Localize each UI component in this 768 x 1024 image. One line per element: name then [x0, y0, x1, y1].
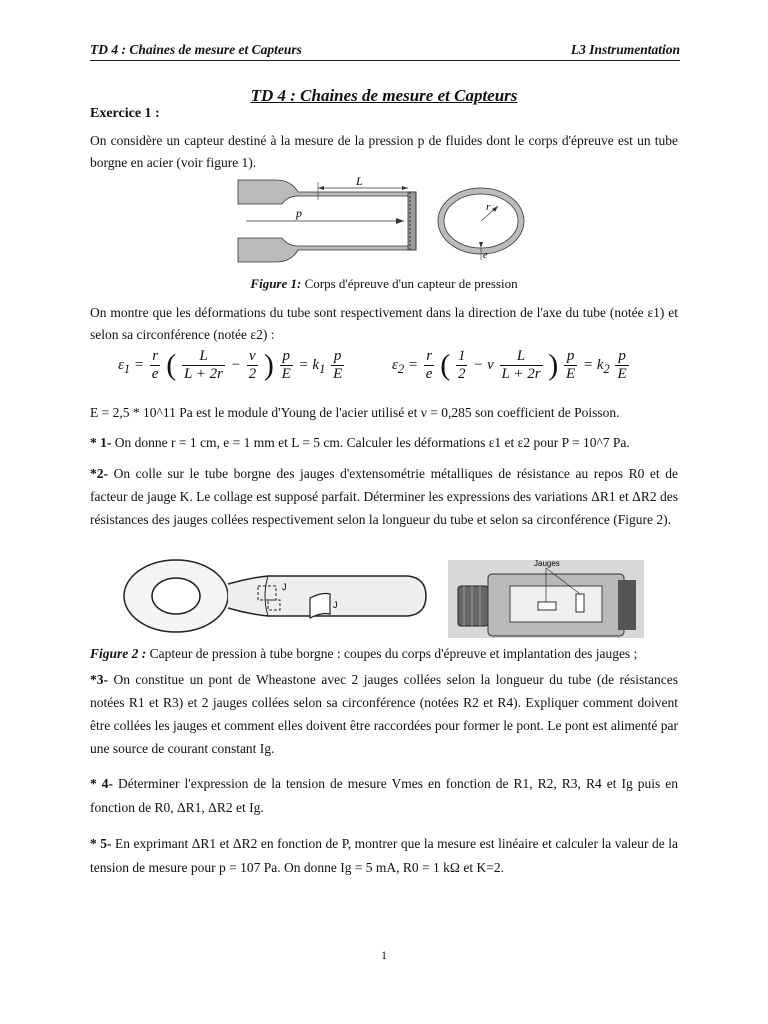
- question-2: [90, 462, 678, 531]
- question-2-number: *2-: [90, 466, 108, 481]
- question-3-number: *3-: [90, 672, 108, 687]
- deformation-paragraph: On montre que les déformations du tube sont respectivement dans la direction de l'axe du tube (notée ε1) et selon sa circonférence (notée ε2) :: [90, 305, 678, 342]
- question-5-number: * 5-: [90, 836, 112, 851]
- question-3: [90, 668, 678, 760]
- figure2-caption: [90, 646, 637, 662]
- question-3-text: On constitue un pont de Wheastone avec 2 jauges collées selon la longueur du tube (de résistances notées R1 et R3) et 2 jauges collées selon sa circonférence (notées R2 et R4). Expliquer comment doivent être collées les jauges et comment elles doivent être raccordées pour former le pont. Le pont est alimenté par une source de courant constant Ig.: [90, 672, 678, 756]
- page-header: [90, 42, 680, 61]
- figure1-label-p: p: [296, 206, 302, 220]
- figure2-sensor-images: [118, 556, 646, 640]
- exercise-label: Exercice 1 :: [90, 106, 160, 121]
- question-5: [90, 832, 678, 880]
- figure2-label-jauges: Jauges: [534, 559, 560, 568]
- figure1-caption: [0, 276, 768, 292]
- question-5-text: En exprimant ΔR1 et ΔR2 en fonction de P, montrer que la mesure est linéaire et calculer la valeur de la tension de mesure pour p = 107 Pa. On donne Ig = 5 mA, R0 = 1 kΩ et K=2.: [90, 836, 678, 875]
- figure1-label-e: e: [483, 250, 488, 261]
- question-2-text: On colle sur le tube borgne des jauges d'extensométrie métalliques de résistance au repos R0 et de facteur de jauge K. Le collage est supposé parfait. Déterminer les expressions des variations ΔR1 et ΔR2 des résistances des jauges collées respectivement selon la longueur du tube et selon sa circonférence (Figure 2).: [90, 466, 678, 527]
- question-1-number: * 1-: [90, 435, 112, 450]
- figure2-label-j2: J: [333, 600, 338, 610]
- question-4-number: * 4-: [90, 776, 114, 791]
- question-1-text: On donne r = 1 cm, e = 1 mm et L = 5 cm. Calculer les déformations ε1 et ε2 pour P = 10^7 Pa.: [114, 435, 630, 450]
- figure1-tube-diagram: [236, 176, 536, 266]
- question-1: [90, 432, 678, 454]
- header-level: L3 Instrumentation: [570, 42, 680, 57]
- page-number: 1: [381, 948, 387, 962]
- header-course-title: TD 4 : Chaines de mesure et Capteurs: [90, 42, 302, 57]
- question-4-text: Déterminer l'expression de la tension de mesure Vmes en fonction de R1, R2, R3, R4 et Ig puis en fonction de R0, ΔR1, ΔR2 et Ig.: [90, 776, 678, 815]
- figure1-caption-label: Figure 1:: [250, 276, 302, 291]
- figure2-caption-label: Figure 2 :: [90, 646, 147, 661]
- equation-eps2: $\varepsilon_2$ = $\frac{r}{e}$ ( $\frac{1}{2}$ − ν $\frac{L}{L + 2r}$ ) $\frac{p}{E}$ = $k_2$ $\frac{p}{E}$: [392, 348, 627, 382]
- equation-eps1: $\varepsilon_1$ = $\frac{r}{e}$ ( $\frac{L}{L + 2r}$ − $\frac{\nu}{2}$ ) $\frac{p}{E}$ = $k_1$ $\frac{p}{E}$: [118, 348, 343, 382]
- figure2-label-j1: J: [282, 582, 287, 592]
- figure1-label-L: L: [356, 176, 363, 188]
- young-modulus-paragraph: E = 2,5 * 10^11 Pa est le module d'Young de l'acier utilisé et ν = 0,285 son coefficient de Poisson.: [90, 405, 620, 420]
- figure1-caption-text: Corps d'épreuve d'un capteur de pression: [301, 276, 518, 291]
- figure2-sensor-photo: [448, 559, 644, 638]
- document-title: TD 4 : Chaines de mesure et Capteurs: [250, 86, 518, 105]
- figure1-label-r: r: [486, 201, 491, 213]
- figure2-caption-text: Capteur de pression à tube borgne : coupes du corps d'épreuve et implantation des jauges ;: [146, 646, 638, 661]
- intro-paragraph: On considère un capteur destiné à la mesure de la pression p de fluides dont le corps d'épreuve est un tube borgne en acier (voir figure 1).: [90, 133, 678, 170]
- question-4: [90, 772, 678, 820]
